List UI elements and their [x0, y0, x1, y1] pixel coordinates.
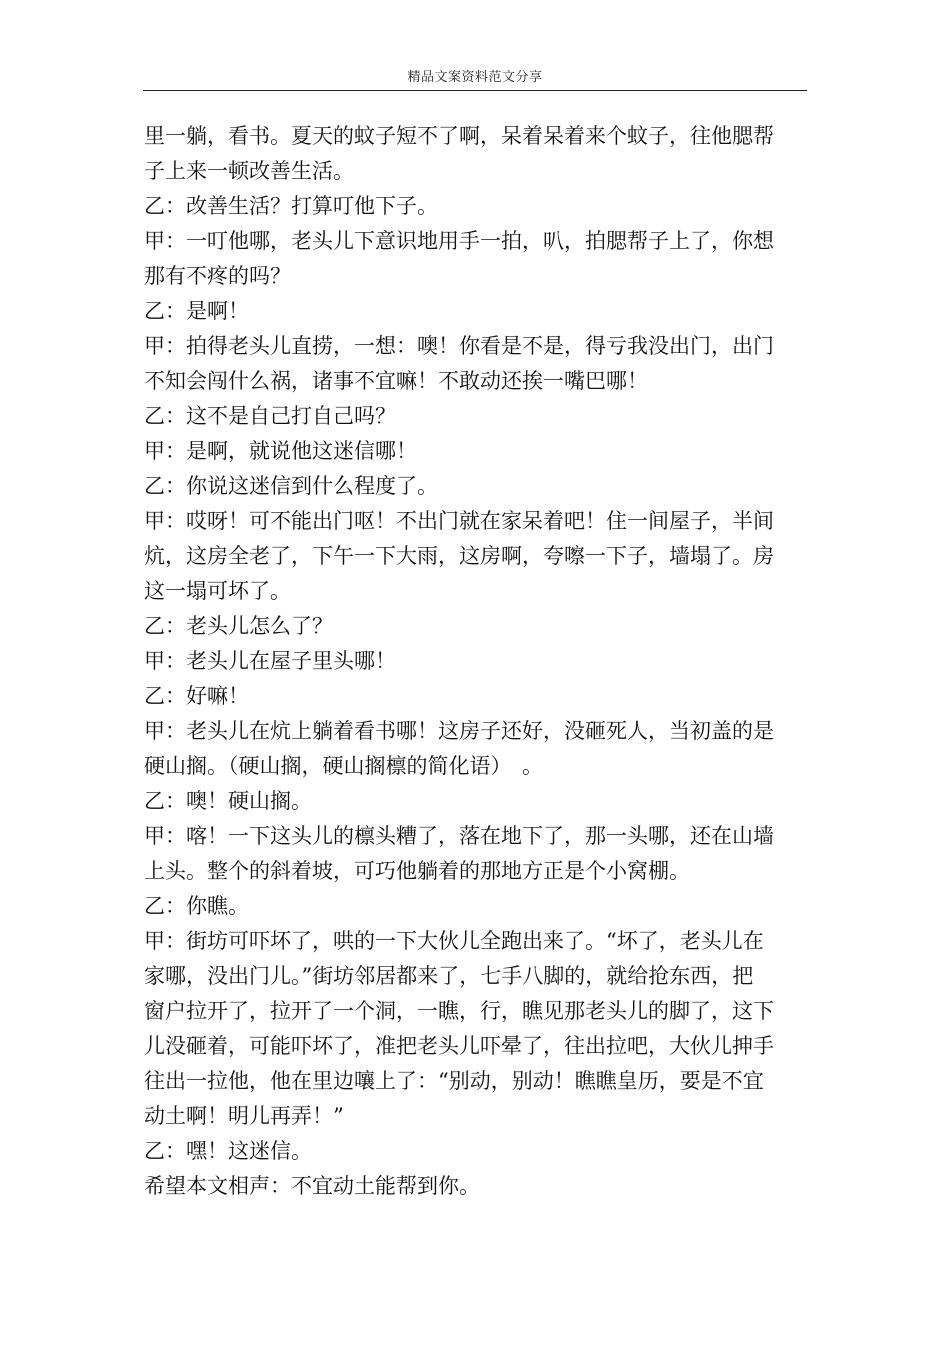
text-line: 往出一拉他，他在里边嚷上了：“别动，别动！瞧瞧皇历，要是不宜 [144, 1069, 764, 1093]
text-line: 子上来一顿改善生活。 [144, 159, 354, 183]
text-line: 动土啊！明儿再弄！” [144, 1104, 344, 1128]
text-line: 乙：改善生活？打算叮他下子。 [144, 194, 438, 218]
text-line: 上头。整个的斜着坡，可巧他躺着的那地方正是个小窝棚。 [144, 859, 690, 883]
header-divider [143, 90, 807, 91]
text-line: 甲：老头儿在炕上躺着看书哪！这房子还好，没砸死人，当初盖的是 [144, 719, 774, 743]
text-line: 甲：老头儿在屋子里头哪！ [144, 649, 396, 673]
text-line: 乙：嘿！这迷信。 [144, 1139, 312, 1163]
text-line: 那有不疼的吗？ [144, 264, 291, 288]
text-line: 乙：这不是自己打自己吗？ [144, 404, 396, 428]
document-body [144, 119, 776, 1204]
text-line: 炕，这房全老了，下午一下大雨，这房啊，夸嚓一下子，墙塌了。房 [144, 544, 774, 568]
text-line: 不知会闯什么祸，诸事不宜嘛！不敢动还挨一嘴巴哪！ [144, 369, 648, 393]
text-line: 乙：老头儿怎么了？ [144, 614, 333, 638]
text-line: 甲：一叮他哪，老头儿下意识地用手一拍，叭，拍腮帮子上了，你想 [144, 229, 774, 253]
text-line: 乙：你说这迷信到什么程度了。 [144, 474, 438, 498]
text-line: 甲：拍得老头儿直捞，一想：噢！你看是不是，得亏我没出门，出门 [144, 334, 774, 358]
text-line: 儿没砸着，可能吓坏了，准把老头儿吓晕了，往出拉吧，大伙儿抻手 [144, 1034, 774, 1058]
text-line: 这一塌可坏了。 [144, 579, 291, 603]
text-line: 硬山搁。（硬山搁，硬山搁檩的简化语） 。 [144, 754, 543, 778]
text-line: 乙：是啊！ [144, 299, 249, 323]
text-line: 乙：好嘛！ [144, 684, 249, 708]
text-line: 里一躺，看书。夏天的蚊子短不了啊，呆着呆着来个蚊子，往他腮帮 [144, 124, 774, 148]
page-header: 精品文案资料范文分享 [407, 70, 543, 85]
text-line: 窗户拉开了，拉开了一个洞，一瞧，行，瞧见那老头儿的脚了，这下 [144, 999, 774, 1023]
text-line: 甲：是啊，就说他这迷信哪！ [144, 439, 417, 463]
text-line: 乙：你瞧。 [144, 894, 249, 918]
text-line: 乙：噢！硬山搁。 [144, 789, 312, 813]
text-line: 甲：喀！一下这头儿的檩头糟了，落在地下了，那一头哪，还在山墙 [144, 824, 774, 848]
text-line: 甲：街坊可吓坏了，哄的一下大伙儿全跑出来了。“坏了，老头儿在 [144, 929, 764, 953]
text-line: 甲：哎呀！可不能出门呕！不出门就在家呆着吧！住一间屋子，半间 [144, 509, 774, 533]
text-line: 家哪，没出门儿。”街坊邻居都来了，七手八脚的，就给抢东西，把 [144, 964, 754, 988]
closing-line: 希望本文相声：不宜动土能帮到你。 [144, 1174, 480, 1198]
